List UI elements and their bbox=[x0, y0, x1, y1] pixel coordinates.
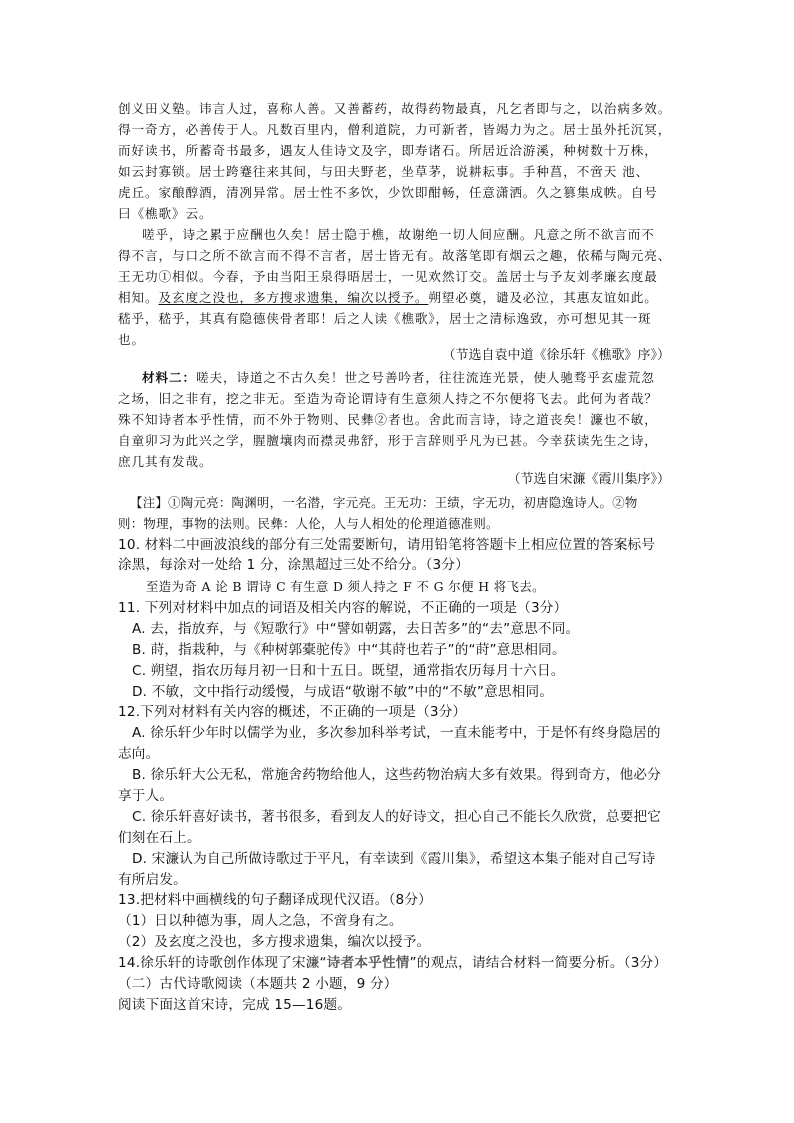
section-heading: （二）古代诗歌阅读（本题共 2 小题，9 分） bbox=[118, 976, 398, 992]
plain-text: 朔望必奠，谴及必泣，其惠友谊如此。 bbox=[428, 290, 658, 305]
material2-line: 殊不知诗者本乎性情，而不外于物则、民彝②者也。舍此而言诗，诗之道丧矣！濂也不敏， bbox=[118, 412, 658, 427]
option-d: D. 不敏，文中指行动缓慢，与成语“敬谢不敏”中的“不敏”意思相同。 bbox=[132, 684, 554, 700]
material1-p2-line: 得不言，与口之所不欲言而不得不言者，居士皆无有。故落笔即有烟云之趣，依稀与陶元亮、 bbox=[118, 248, 672, 263]
option-a: A. 去，指放弃，与《短歌行》中“譬如朝露，去日苦多”的“去”意思不同。 bbox=[132, 621, 580, 637]
material1-p2-line: 嵇乎，嵇乎，其真有隐德侠骨者耶！后之人读《樵歌》，居士之清标逸致，亦可想见其一斑 bbox=[118, 311, 652, 326]
question-10: 10. 材料二中画波浪线的部分有三处需要断句，请用铅笔将答题卡上相应位置的答案标号 bbox=[118, 537, 656, 553]
reading-instruction: 阅读下面这首宋诗，完成 15—16题。 bbox=[118, 997, 352, 1013]
material2-source: （节选自宋濂《霞川集序》） bbox=[507, 472, 670, 487]
question-13: 13.把材料中画横线的句子翻译成现代汉语。（8分） bbox=[118, 892, 432, 908]
plain-text: 相知。 bbox=[118, 290, 159, 305]
material1-line: 如云封寡锁。居士跨蹇往来其间，与田夫野老，坐草茅，说耕耘事。手种菖，不啻天 池、 bbox=[118, 164, 650, 179]
option-b-cont: 享于人。 bbox=[118, 788, 174, 804]
material1-p2-line: 也。 bbox=[118, 332, 145, 347]
question-10-cont: 涂黑，每涂对一处给 1 分，涂黑超过三处不给分。（3分） bbox=[118, 557, 469, 573]
material2-text: 嗟夫，诗道之不古久矣！世之号善吟者，往往流连光景，使人驰骛乎玄虚荒忽 bbox=[195, 370, 655, 385]
note-line: 则：物理，事物的法则。民彝：人伦，人与人相处的伦理道德准则。 bbox=[118, 516, 499, 531]
material2-line: 自童卯习为此兴之学，腥膻壤肉而襟灵弗舒，形于言辞则乎凡为已甚。今幸获读先生之诗， bbox=[118, 433, 658, 448]
material2-line: 之场，旧之非有，挖之非无。至造为奇论谓诗有生意须人持之不尔便将飞去。此何为者哉？ bbox=[118, 391, 658, 406]
option-d-cont: 有所启发。 bbox=[118, 872, 187, 888]
option-b: B. 徐乐轩大公无私，常施舍药物给他人，这些药物治病大多有效果。得到奇方，他必分 bbox=[132, 767, 661, 783]
plain-text: 14.徐乐轩的诗歌创作体现了宋濂“ bbox=[118, 955, 327, 971]
material1-p2-line: 嗟乎，诗之累于应酬也久矣！居士隐于樵，故谢绝一切人间应酬。凡意之所不欲言而不 bbox=[142, 227, 655, 242]
material1-line: 曰《樵歌》云。 bbox=[118, 206, 213, 221]
material1-p2-line bbox=[118, 288, 694, 308]
material2-line bbox=[142, 368, 694, 388]
quoted-phrase: 诗者本乎性情 bbox=[326, 955, 410, 971]
question-10-answer-key: 至造为奇 A 论 B 谓诗 C 有生意 D 须人持之 F 不 G 尔便 H 将飞去。 bbox=[146, 579, 545, 594]
plain-text: ”的观点，请结合材料一简要分析。（3分） bbox=[409, 955, 668, 971]
option-b: B. 莳，指栽种，与《种树郭橐驼传》中“其莳也若子”的“莳”意思相同。 bbox=[132, 642, 566, 658]
material1-line: 而好读书，所蓄奇书最多，遇友人佳诗文及字，即寿诸石。所居近洽游溪，种树数十万株， bbox=[118, 143, 658, 158]
material1-line: 创义田义塾。讳言人过，喜称人善。又善蓄药，故得药物最真，凡乞者即与之，以治病多效。 bbox=[118, 101, 672, 116]
question-13-item: （1）日以种德为事，周人之急，不啻身有之。 bbox=[118, 913, 403, 929]
material1-line: 得一奇方，必善传于人。凡数百里内，僧利道院，力可新者，皆竭力为之。居士虽外托沉冥， bbox=[118, 122, 672, 137]
option-c-cont: 们刻在石上。 bbox=[118, 830, 201, 846]
underlined-sentence: 及玄度之没也，多方搜求遗集，编次以授予。 bbox=[158, 290, 429, 305]
question-14 bbox=[118, 953, 698, 973]
option-a-cont: 志向。 bbox=[118, 746, 160, 762]
material1-p2-line: 王无功①相似。今春，予由当阳王泉得晤居士，一见欢然订交。盖居士与予友刘孝廉玄度最 bbox=[118, 269, 658, 284]
option-a: A. 徐乐轩少年时以儒学为业，多次参加科举考试，一直未能考中，于是怀有终身隐居的 bbox=[132, 725, 661, 741]
option-c: C. 朔望，指农历每月初一日和十五日。既望，通常指农历每月十六日。 bbox=[132, 663, 565, 679]
material1-source: （节选自袁中道《徐乐轩《樵歌》序》） bbox=[442, 348, 670, 363]
option-c: C. 徐乐轩喜好读书，著书很多，看到友人的好诗文，担心自己不能长久欣赏，总要把它 bbox=[132, 809, 662, 825]
question-12: 12.下列对材料有关内容的概述，不正确的一项是（3分） bbox=[118, 704, 467, 720]
note-line: 【注】①陶元亮：陶渊明，一名潜，字元亮。王无功：王绩，字无功，初唐隐逸诗人。②物 bbox=[130, 495, 638, 510]
question-11: 11. 下列对材料中加点的词语及相关内容的解说，不正确的一项是（3分） bbox=[118, 600, 568, 616]
question-13-item: （2）及玄度之没也，多方搜求遗集，编次以授予。 bbox=[118, 934, 431, 950]
material1-line: 虎丘。家酿醇酒，清冽异常。居士性不多饮，少饮即酣畅，任意潇洒。久之篡集成帙。自号 bbox=[118, 185, 658, 200]
material2-label: 材料二： bbox=[142, 370, 196, 385]
option-d: D. 宋濂认为自己所做诗歌过于平凡，有幸读到《霞川集》，希望这本集子能对自己写诗 bbox=[132, 851, 656, 867]
material2-line: 庶几其有发哉。 bbox=[118, 454, 213, 469]
